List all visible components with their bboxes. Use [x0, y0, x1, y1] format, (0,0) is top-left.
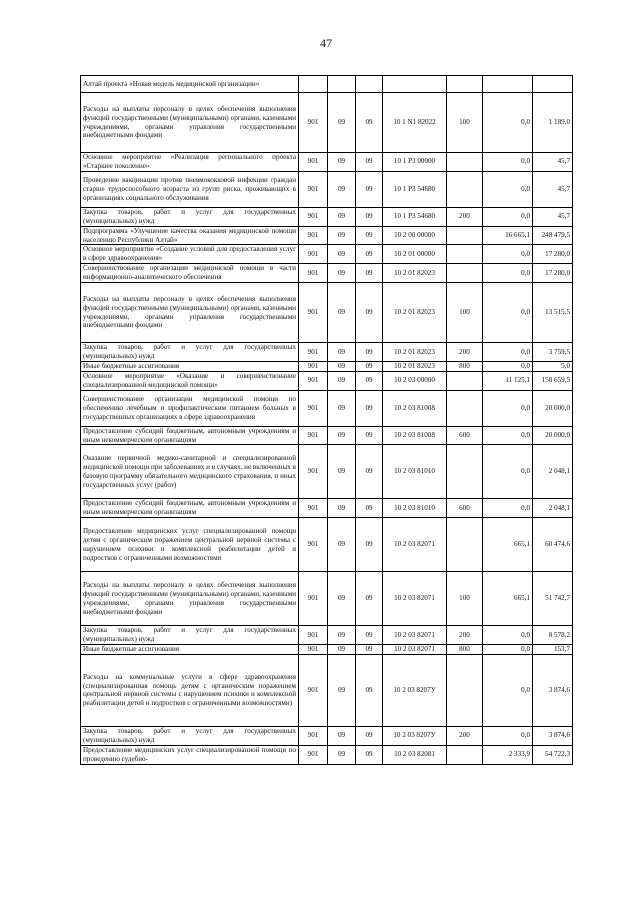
- row-vr: 100: [447, 572, 483, 626]
- row-sum-1: 0,0: [483, 343, 533, 362]
- row-gr: 901: [299, 93, 328, 153]
- row-gr: 901: [299, 264, 328, 283]
- row-name: Основное мероприятие «Создание условий для предоставления услуг в сфере здравоохранения»: [81, 245, 299, 264]
- row-gr: 901: [299, 171, 328, 207]
- row-name: Оказание первичной медико-санитарной и специализированной медицинской помощи при заболеваниях и в случаях, не включенных в базовую программу обязательного медицинского страхования, и иных государственных услуг (работ): [81, 445, 299, 499]
- row-sum-1: 0,0: [483, 654, 533, 726]
- row-pr: 09: [356, 245, 383, 264]
- row-gr: 901: [299, 153, 328, 172]
- table-row: [81, 93, 573, 153]
- row-name: Основное мероприятие «Реализация регионального проекта «Старшее поколение»: [81, 153, 299, 172]
- row-name: Закупка товаров, работ и услуг для государственных (муниципальных) нужд: [81, 343, 299, 362]
- row-gr: 901: [299, 226, 328, 245]
- row-vr: 100: [447, 283, 483, 343]
- row-pr: 09: [356, 226, 383, 245]
- row-csr: 10 2 00 00000: [383, 226, 447, 245]
- row-sum-2: 3 874,6: [533, 654, 573, 726]
- budget-table: [80, 75, 573, 765]
- row-rz: 09: [328, 654, 356, 726]
- row-sum-1: 0,0: [483, 726, 533, 745]
- row-sum-2: 45,7: [533, 207, 573, 226]
- row-rz: 09: [328, 726, 356, 745]
- row-gr: 901: [299, 572, 328, 626]
- row-gr: 901: [299, 426, 328, 445]
- row-pr: 09: [356, 171, 383, 207]
- row-sum-1: 11 125,1: [483, 371, 533, 390]
- row-sum-2: 158 659,5: [533, 371, 573, 390]
- row-pr: 09: [356, 499, 383, 518]
- row-sum-1: 0,0: [483, 499, 533, 518]
- row-pr: 09: [356, 726, 383, 745]
- row-sum-1: 0,0: [483, 245, 533, 264]
- table-row: [81, 654, 573, 726]
- row-vr: [447, 390, 483, 426]
- row-gr: 901: [299, 245, 328, 264]
- row-rz: 09: [328, 171, 356, 207]
- row-vr: [447, 76, 483, 93]
- row-name: Предоставление медицинских услуг специализированной помощи по проведению судебно-: [81, 745, 299, 764]
- table-row: [81, 264, 573, 283]
- row-csr: 10 1 P3 00000: [383, 153, 447, 172]
- row-csr: 10 2 03 81008: [383, 390, 447, 426]
- row-name: Алтай проекта «Новая модель медицинской организации»: [81, 76, 299, 93]
- row-pr: 09: [356, 207, 383, 226]
- row-gr: 901: [299, 207, 328, 226]
- row-gr: 901: [299, 726, 328, 745]
- row-sum-2: [533, 76, 573, 93]
- row-pr: 09: [356, 153, 383, 172]
- row-sum-1: 0,0: [483, 171, 533, 207]
- row-gr: 901: [299, 518, 328, 572]
- row-pr: 09: [356, 645, 383, 655]
- row-rz: 09: [328, 499, 356, 518]
- row-sum-2: 13 515,5: [533, 283, 573, 343]
- row-csr: 10 2 03 81008: [383, 426, 447, 445]
- row-pr: 09: [356, 343, 383, 362]
- row-vr: [447, 745, 483, 764]
- table-row: [81, 245, 573, 264]
- row-pr: 09: [356, 390, 383, 426]
- table-row: [81, 426, 573, 445]
- row-vr: [447, 245, 483, 264]
- row-sum-1: 0,0: [483, 283, 533, 343]
- row-sum-1: 665,1: [483, 572, 533, 626]
- row-rz: 09: [328, 626, 356, 645]
- row-vr: [447, 264, 483, 283]
- table-row: [81, 645, 573, 655]
- row-csr: 10 1 P3 54680: [383, 207, 447, 226]
- row-sum-1: 16 665,1: [483, 226, 533, 245]
- table-row: [81, 226, 573, 245]
- row-sum-2: 3 759,5: [533, 343, 573, 362]
- row-sum-2: 45,7: [533, 171, 573, 207]
- row-pr: 09: [356, 283, 383, 343]
- row-vr: [447, 153, 483, 172]
- row-sum-2: 51 742,7: [533, 572, 573, 626]
- row-name: Подпрограмма «Улучшение качества оказания медицинской помощи населению Республики Алтай»: [81, 226, 299, 245]
- row-gr: 901: [299, 343, 328, 362]
- table-row: [81, 371, 573, 390]
- row-vr: 200: [447, 343, 483, 362]
- row-name: Расходы на коммунальные услуги в сфере здравоохранения (специализированная помощь детям с органическим поражением центральной нервной системы с нарушением психики и комплексной реабилитации детей и подростков с ограниченными возможностями): [81, 654, 299, 726]
- row-sum-1: 0,0: [483, 153, 533, 172]
- row-csr: 10 2 03 81010: [383, 445, 447, 499]
- table-row: [81, 76, 573, 93]
- table-row: [81, 153, 573, 172]
- row-gr: 901: [299, 499, 328, 518]
- row-rz: 09: [328, 361, 356, 371]
- row-vr: 200: [447, 626, 483, 645]
- row-sum-2: 20 000,0: [533, 426, 573, 445]
- row-sum-1: 0,0: [483, 207, 533, 226]
- table-row: [81, 445, 573, 499]
- row-name: Расходы на выплаты персоналу в целях обеспечения выполнения функций государственными (муниципальными) органами, казенными учреждениями, органами управления государственными внебюджетными фондами: [81, 93, 299, 153]
- row-name: Основное мероприятие «Оказание и совершенствование специализированной медицинской помощи»: [81, 371, 299, 390]
- row-pr: 09: [356, 745, 383, 764]
- row-sum-1: 0,0: [483, 426, 533, 445]
- row-name: Предоставление медицинских услуг специализированной помощи детям с органическим поражением центральной нервной системы с нарушением психики и комплексной реабилитации детей и подростков с ограниченными возможностями: [81, 518, 299, 572]
- row-sum-1: 2 333,9: [483, 745, 533, 764]
- row-csr: 10 2 03 81010: [383, 499, 447, 518]
- row-sum-2: 20 000,0: [533, 390, 573, 426]
- table-row: [81, 207, 573, 226]
- row-gr: 901: [299, 283, 328, 343]
- row-pr: 09: [356, 426, 383, 445]
- row-name: Расходы на выплаты персоналу в целях обеспечения выполнения функций государственными (муниципальными) органами, казенными учреждениями, органами управления государственными внебюджетными фондами: [81, 283, 299, 343]
- row-vr: 200: [447, 726, 483, 745]
- row-name: Совершенствование организации медицинской помощи по обеспечению лечебным и профилактическим питанием больных в государственных организациях в сфере здравоохранения: [81, 390, 299, 426]
- row-pr: 09: [356, 93, 383, 153]
- row-pr: [356, 76, 383, 93]
- row-pr: 09: [356, 572, 383, 626]
- row-sum-2: 17 280,0: [533, 245, 573, 264]
- row-sum-1: 665,1: [483, 518, 533, 572]
- row-name: Иные бюджетные ассигнования: [81, 361, 299, 371]
- row-gr: 901: [299, 390, 328, 426]
- row-gr: 901: [299, 626, 328, 645]
- row-sum-1: 0,0: [483, 264, 533, 283]
- row-gr: 901: [299, 361, 328, 371]
- row-rz: 09: [328, 264, 356, 283]
- row-rz: [328, 76, 356, 93]
- row-name: Предоставление субсидий бюджетным, автономным учреждениям и иным некоммерческим организациям: [81, 499, 299, 518]
- row-csr: 10 2 03 82071: [383, 626, 447, 645]
- table-row: [81, 361, 573, 371]
- row-rz: 09: [328, 343, 356, 362]
- row-rz: 09: [328, 245, 356, 264]
- row-gr: [299, 76, 328, 93]
- row-vr: 600: [447, 426, 483, 445]
- row-csr: [383, 76, 447, 93]
- row-vr: 100: [447, 93, 483, 153]
- table-row: [81, 745, 573, 764]
- row-sum-1: 0,0: [483, 626, 533, 645]
- row-pr: 09: [356, 361, 383, 371]
- table-row: [81, 726, 573, 745]
- row-sum-2: 54 722,3: [533, 745, 573, 764]
- row-name: Закупка товаров, работ и услуг для государственных (муниципальных) нужд: [81, 726, 299, 745]
- row-name: Иные бюджетные ассигнования: [81, 645, 299, 655]
- row-vr: [447, 171, 483, 207]
- row-vr: 800: [447, 361, 483, 371]
- row-rz: 09: [328, 426, 356, 445]
- row-gr: 901: [299, 445, 328, 499]
- row-rz: 09: [328, 390, 356, 426]
- row-name: Предоставление субсидий бюджетным, автономным учреждениям и иным некоммерческим организациям: [81, 426, 299, 445]
- row-sum-1: [483, 76, 533, 93]
- row-sum-1: 0,0: [483, 645, 533, 655]
- row-pr: 09: [356, 518, 383, 572]
- row-rz: 09: [328, 153, 356, 172]
- table-row: [81, 499, 573, 518]
- row-sum-1: 0,0: [483, 93, 533, 153]
- row-gr: 901: [299, 371, 328, 390]
- row-name: Закупка товаров, работ и услуг для государственных (муниципальных) нужд: [81, 626, 299, 645]
- row-gr: 901: [299, 745, 328, 764]
- row-name: Совершенствование организации медицинской помощи в части информационно-аналитического обеспечения: [81, 264, 299, 283]
- page-number: 47: [320, 36, 332, 50]
- row-sum-2: 2 048,1: [533, 445, 573, 499]
- row-rz: 09: [328, 645, 356, 655]
- row-csr: 10 2 03 82071: [383, 518, 447, 572]
- row-rz: 09: [328, 371, 356, 390]
- row-sum-2: 153,7: [533, 645, 573, 655]
- row-vr: 600: [447, 499, 483, 518]
- row-csr: 10 1 P3 54680: [383, 171, 447, 207]
- table-body: [81, 76, 573, 765]
- table-row: [81, 171, 573, 207]
- row-csr: 10 2 03 82071: [383, 572, 447, 626]
- row-sum-1: 0,0: [483, 361, 533, 371]
- row-csr: 10 2 01 82023: [383, 361, 447, 371]
- row-sum-2: 45,7: [533, 153, 573, 172]
- row-csr: 10 2 01 82023: [383, 283, 447, 343]
- row-vr: [447, 226, 483, 245]
- table-row: [81, 390, 573, 426]
- table-row: [81, 626, 573, 645]
- row-sum-2: 8 578,2: [533, 626, 573, 645]
- row-pr: 09: [356, 445, 383, 499]
- row-name: Проведение вакцинации против пневмококковой инфекции граждан старше трудоспособного возраста из групп риска, проживающих в организациях социального обслуживания: [81, 171, 299, 207]
- row-sum-2: 2 048,1: [533, 499, 573, 518]
- row-rz: 09: [328, 572, 356, 626]
- row-sum-2: 248 479,5: [533, 226, 573, 245]
- row-vr: [447, 654, 483, 726]
- row-pr: 09: [356, 371, 383, 390]
- table-row: [81, 283, 573, 343]
- row-csr: 10 2 03 82081: [383, 745, 447, 764]
- table-row: [81, 518, 573, 572]
- row-sum-2: 17 280,0: [533, 264, 573, 283]
- row-csr: 10 2 01 82023: [383, 264, 447, 283]
- row-rz: 09: [328, 518, 356, 572]
- table-row: [81, 343, 573, 362]
- row-sum-2: 60 474,6: [533, 518, 573, 572]
- row-rz: 09: [328, 207, 356, 226]
- row-csr: 10 2 03 8207У: [383, 654, 447, 726]
- row-rz: 09: [328, 226, 356, 245]
- row-rz: 09: [328, 93, 356, 153]
- row-vr: 200: [447, 207, 483, 226]
- row-pr: 09: [356, 654, 383, 726]
- row-vr: [447, 371, 483, 390]
- row-pr: 09: [356, 264, 383, 283]
- table-row: [81, 572, 573, 626]
- row-csr: 10 2 03 8207У: [383, 726, 447, 745]
- row-csr: 10 2 01 00000: [383, 245, 447, 264]
- row-rz: 09: [328, 283, 356, 343]
- row-vr: [447, 445, 483, 499]
- row-vr: 800: [447, 645, 483, 655]
- row-name: Расходы на выплаты персоналу в целях обеспечения выполнения функций государственными (муниципальными) органами, казенными учреждениями, органами управления государственными внебюджетными фондами: [81, 572, 299, 626]
- row-csr: 10 1 N1 82022: [383, 93, 447, 153]
- row-rz: 09: [328, 445, 356, 499]
- row-sum-2: 1 189,0: [533, 93, 573, 153]
- row-name: Закупка товаров, работ и услуг для государственных (муниципальных) нужд: [81, 207, 299, 226]
- row-pr: 09: [356, 626, 383, 645]
- row-csr: 10 2 01 82023: [383, 343, 447, 362]
- row-sum-2: 5,0: [533, 361, 573, 371]
- row-sum-1: 0,0: [483, 390, 533, 426]
- row-vr: [447, 518, 483, 572]
- row-sum-2: 3 874,6: [533, 726, 573, 745]
- row-gr: 901: [299, 645, 328, 655]
- row-csr: 10 2 03 82071: [383, 645, 447, 655]
- row-gr: 901: [299, 654, 328, 726]
- row-rz: 09: [328, 745, 356, 764]
- row-csr: 10 2 03 00000: [383, 371, 447, 390]
- row-sum-1: 0,0: [483, 445, 533, 499]
